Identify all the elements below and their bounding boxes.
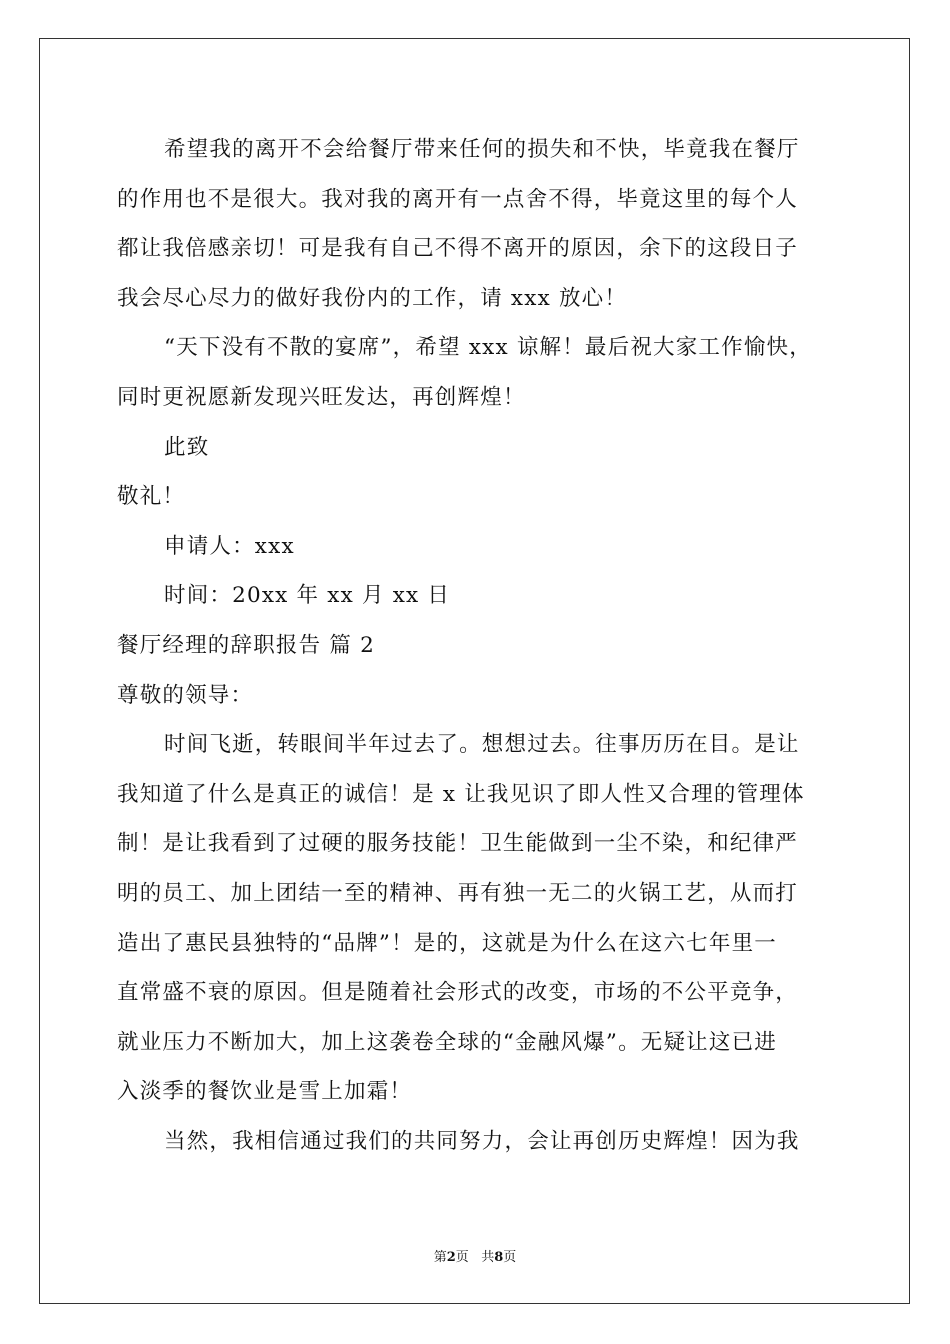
page-number: 2 [446, 1250, 456, 1265]
text-line: 时间飞逝，转眼间半年过去了。想想过去。往事历历在目。是让 [164, 732, 800, 758]
text-line: 当然，我相信通过我们的共同努力，会让再创历史辉煌！因为我 [164, 1128, 800, 1154]
document-body [117, 125, 837, 1166]
text-line: 我知道了什么是真正的诚信！是 x 让我见识了即人性又合理的管理体 [117, 781, 805, 807]
text-line: 的作用也不是很大。我对我的离开有一点舍不得，毕竟这里的每个人 [117, 186, 799, 212]
total-prefix: 共 [481, 1250, 495, 1265]
closing-regards: 敬礼！ [117, 484, 186, 510]
text-line: 我会尽心尽力的做好我份内的工作，请 xxx 放心！ [117, 285, 628, 311]
applicant-line: 申请人：xxx [164, 533, 295, 559]
section-title: 餐厅经理的辞职报告 篇 2 [117, 632, 375, 658]
greeting-line: 尊敬的领导： [117, 682, 254, 708]
text-line: 都让我倍感亲切！可是我有自己不得不离开的原因，余下的这段日子 [117, 236, 799, 262]
text-line: 同时更祝愿新发现兴旺发达，再创辉煌！ [117, 384, 526, 410]
date-line: 时间：20xx 年 xx 月 xx 日 [164, 583, 451, 609]
text-line: 制！是让我看到了过硬的服务技能！卫生能做到一尘不染，和纪律严 [117, 831, 799, 857]
text-line: 希望我的离开不会给餐厅带来任何的损失和不快，毕竟我在餐厅 [164, 137, 800, 162]
text-line: 入淡季的餐饮业是雪上加霜！ [117, 1079, 413, 1105]
total-suffix: 页 [503, 1250, 517, 1265]
text-line: 直常盛不衰的原因。但是随着社会形式的改变，市场的不公平竞争， [117, 980, 799, 1006]
closing-salutation: 此致 [164, 434, 210, 460]
page-suffix: 页 [455, 1250, 469, 1265]
text-line: “天下没有不散的宴席”，希望 xxx 谅解！最后祝大家工作愉快， [164, 335, 812, 361]
text-line: 明的员工、加上团结一至的精神、再有独一无二的火锅工艺，从而打 [117, 880, 799, 906]
total-pages: 8 [494, 1250, 504, 1265]
page-prefix: 第 [433, 1250, 447, 1265]
text-line: 就业压力不断加大，加上这袭卷全球的“金融风爆”。无疑让这已进 [117, 1029, 777, 1055]
page-footer [0, 1246, 950, 1265]
text-line: 造出了惠民县独特的“品牌”！是的，这就是为什么在这六七年里一 [117, 930, 777, 956]
